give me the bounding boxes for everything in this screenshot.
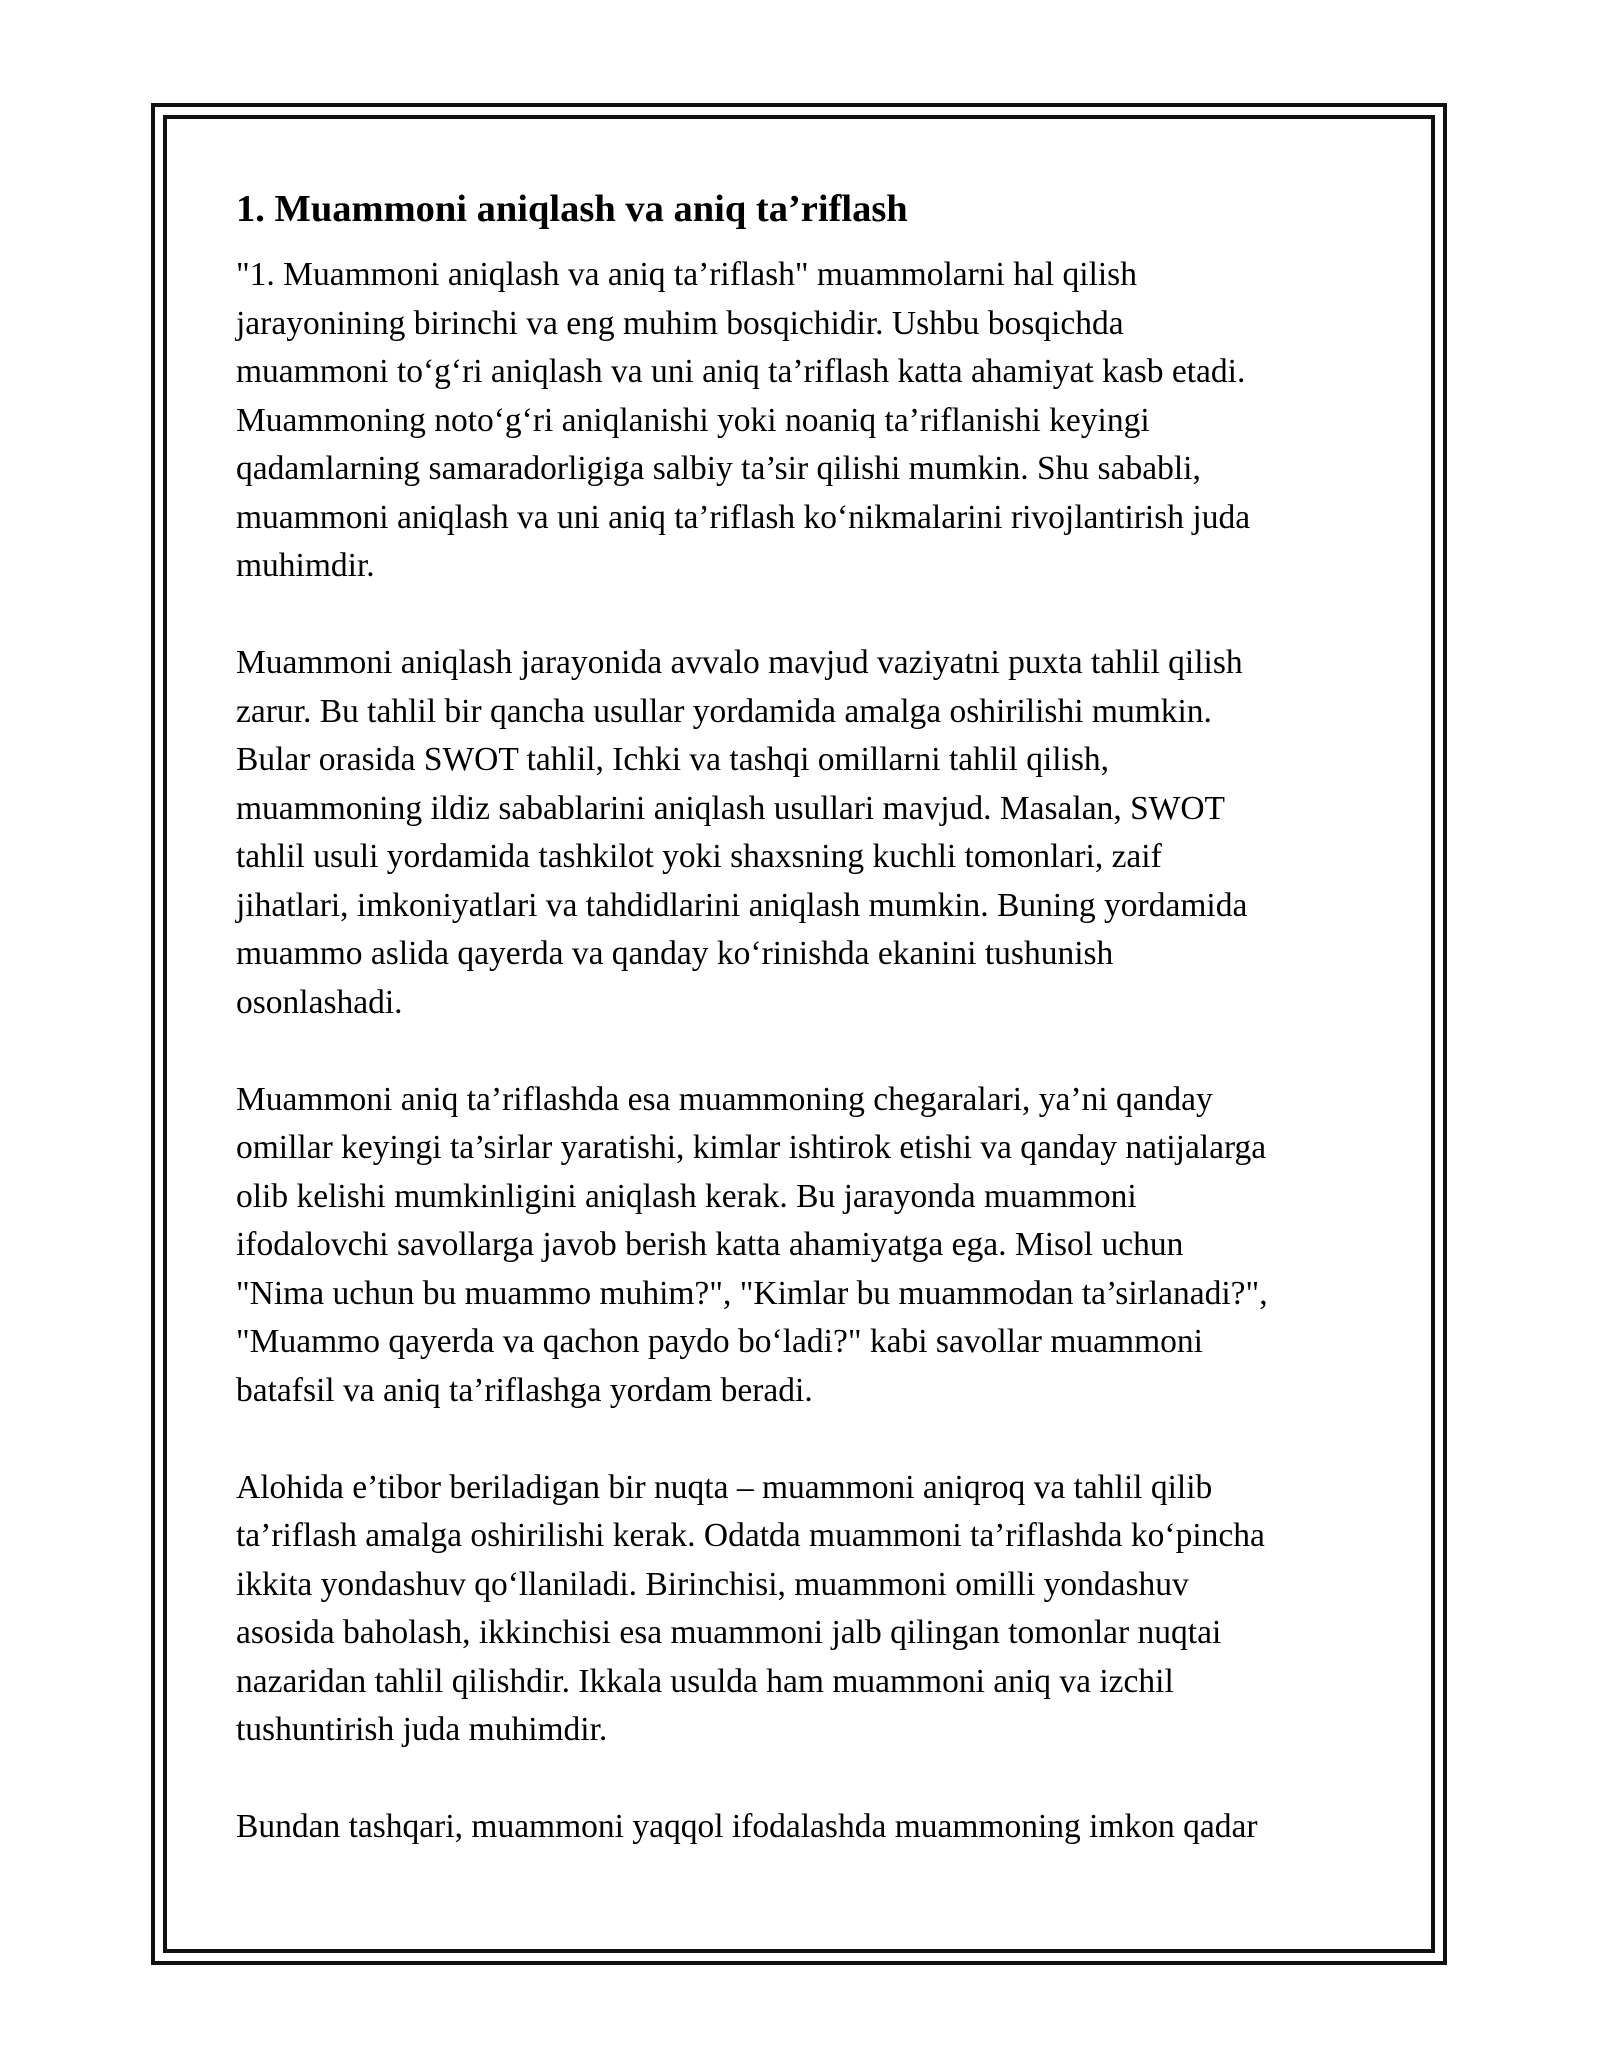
paragraph-5 [236,1803,1386,1852]
text-line: batafsil va aniq ta’riflashga yordam beradi. [236,1371,813,1409]
text-line: asosida baholash, ikkinchisi esa muammoni jalb qilingan tomonlar nuqtai [236,1614,1222,1651]
text-line: muhimdir. [236,547,375,584]
text-line: muammo aslida qayerda va qanday ko‘rinishda ekanini tushunish [236,935,1114,972]
text-line: muammoni to‘g‘ri aniqlash va uni aniq ta’riflash katta ahamiyat kasb etadi. [236,353,1246,390]
text-line: Alohida e’tibor beriladigan bir nuqta – muammoni aniqroq va tahlil qilib [236,1468,1213,1506]
text-line: "Nima uchun bu muammo muhim?", "Kimlar bu muammodan ta’sirlanadi?", [236,1274,1268,1312]
text-line: qadamlarning samaradorligiga salbiy ta’sir qilishi mumkin. Shu sababli, [236,450,1201,487]
document-content [236,185,1386,1900]
text-line: "Muammo qayerda va qachon paydo bo‘ladi?" kabi savollar muammoni [236,1323,1203,1360]
text-line: jarayonining birinchi va eng muhim bosqichidir. Ushbu bosqichda [236,304,1124,342]
section-heading: 1. Muammoni aniqlash va aniq ta’riflash [236,188,908,230]
text-line: olib kelishi mumkinligini aniqlash kerak. Bu jarayonda muammoni [236,1177,1137,1215]
text-line: ifodalovchi savollarga javob berish katta ahamiyatga ega. Misol uchun [236,1226,1184,1263]
text-line: zarur. Bu tahlil bir qancha usullar yordamida amalga oshirilishi mumkin. [236,692,1212,730]
text-line: Muammoni aniq ta’riflashda esa muammoning chegaralari, ya’ni qanday [236,1080,1213,1118]
paragraph-4 [236,1464,1386,1755]
text-line: Bular orasida SWOT tahlil, Ichki va tashqi omillarni tahlil qilish, [236,741,1110,778]
paragraph-1 [236,251,1386,591]
text-line: ikkita yondashuv qo‘llaniladi. Birinchisi, muammoni omilli yondashuv [236,1565,1189,1603]
paragraph-2 [236,639,1386,1027]
paragraph-3 [236,1076,1386,1416]
text-line: Muammoning noto‘g‘ri aniqlanishi yoki noaniq ta’riflanishi keyingi [236,401,1150,439]
text-line: tushuntirish juda muhimdir. [236,1711,608,1748]
text-line: ta’riflash amalga oshirilishi kerak. Odatda muammoni ta’riflashda ko‘pincha [236,1517,1265,1554]
text-line: muammoni aniqlash va uni aniq ta’riflash ko‘nikmalarini rivojlantirish juda [236,498,1251,536]
text-line: "1. Muammoni aniqlash va aniq ta’riflash" muammolarni hal qilish [236,256,1137,293]
text-line: muammoning ildiz sabablarini aniqlash usullari mavjud. Masalan, SWOT [236,789,1225,827]
text-line: nazaridan tahlil qilishdir. Ikkala usulda ham muammoni aniq va izchil [236,1662,1174,1700]
text-line: tahlil usuli yordamida tashkilot yoki shaxsning kuchli tomonlari, zaif [236,838,1162,875]
text-line: Muammoni aniqlash jarayonida avvalo mavjud vaziyatni puxta tahlil qilish [236,644,1243,681]
text-line: jihatlari, imkoniyatlari va tahdidlarini aniqlash mumkin. Buning yordamida [236,886,1248,924]
text-line: Bundan tashqari, muammoni yaqqol ifodalashda muammoning imkon qadar [236,1808,1258,1845]
text-line: omillar keyingi ta’sirlar yaratishi, kimlar ishtirok etishi va qanday natijalarga [236,1129,1267,1166]
text-line: osonlashadi. [236,983,403,1021]
